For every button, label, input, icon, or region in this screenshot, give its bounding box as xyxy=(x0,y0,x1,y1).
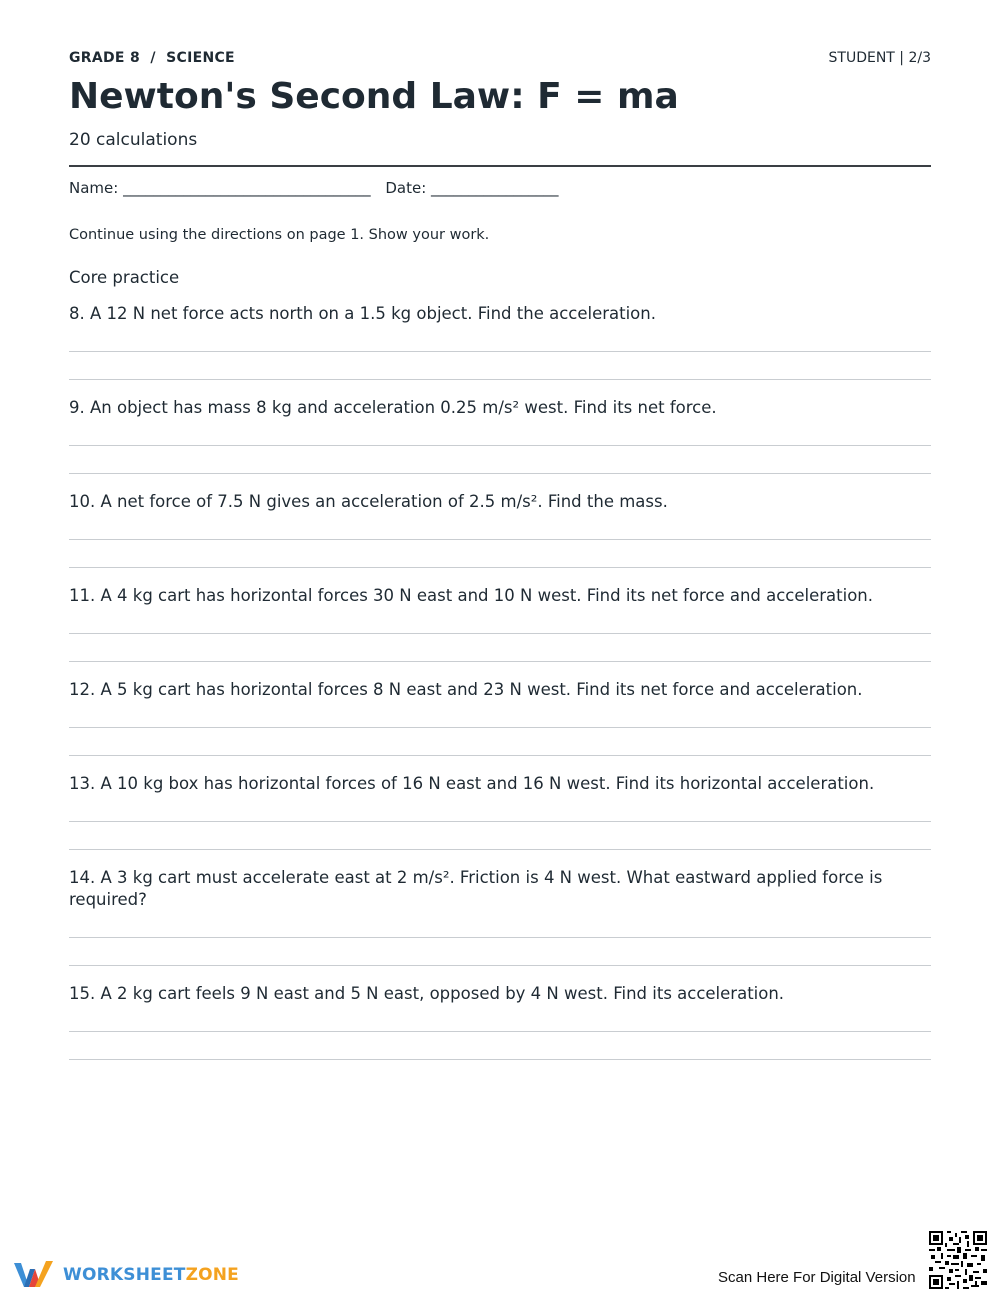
question-8 xyxy=(69,303,931,325)
answer-line[interactable] xyxy=(69,661,931,662)
question-12 xyxy=(69,679,931,701)
question-text: 13. A 10 kg box has horizontal forces of 16 N east and 16 N west. Find its horizontal acceleration. xyxy=(69,774,875,793)
logo-text-part1: WORKSHEET xyxy=(63,1265,186,1285)
answer-line[interactable] xyxy=(69,539,931,540)
page-subtitle: 20 calculations xyxy=(69,130,198,150)
name-date-row xyxy=(69,179,569,197)
answer-line[interactable] xyxy=(69,473,931,474)
answer-line[interactable] xyxy=(69,567,931,568)
answer-line[interactable] xyxy=(69,633,931,634)
answer-line[interactable] xyxy=(69,821,931,822)
page-title: Newton's Second Law: F = ma xyxy=(69,76,679,117)
answer-line[interactable] xyxy=(69,379,931,380)
answer-line[interactable] xyxy=(69,937,931,938)
question-9 xyxy=(69,397,931,419)
answer-line[interactable] xyxy=(69,1031,931,1032)
answer-line[interactable] xyxy=(69,445,931,446)
grade-subject: GRADE 8 / SCIENCE xyxy=(69,50,235,66)
question-text: 15. A 2 kg cart feels 9 N east and 5 N east, opposed by 4 N west. Find its acceleration. xyxy=(69,984,785,1003)
question-text: 11. A 4 kg cart has horizontal forces 30 N east and 10 N west. Find its net force and acceleration. xyxy=(69,586,874,605)
header-divider xyxy=(69,165,931,167)
date-field[interactable]: Date: _________________ xyxy=(385,179,559,197)
question-text: 9. An object has mass 8 kg and acceleration 0.25 m/s² west. Find its net force. xyxy=(69,398,717,417)
answer-line[interactable] xyxy=(69,1059,931,1060)
scan-text: Scan Here For Digital Version xyxy=(718,1269,916,1286)
answer-line[interactable] xyxy=(69,755,931,756)
question-text: 8. A 12 N net force acts north on a 1.5 kg object. Find the acceleration. xyxy=(69,304,656,323)
header-topline xyxy=(69,50,931,70)
question-15 xyxy=(69,983,931,1005)
question-11 xyxy=(69,585,931,607)
question-10 xyxy=(69,491,931,513)
question-13 xyxy=(69,773,931,795)
logo-text xyxy=(63,1265,239,1285)
answer-line[interactable] xyxy=(69,727,931,728)
qr-code-icon[interactable] xyxy=(929,1231,987,1289)
answer-line[interactable] xyxy=(69,849,931,850)
question-text: 14. A 3 kg cart must accelerate east at 2 m/s². Friction is 4 N west. What eastward applied force is required? xyxy=(69,868,883,909)
answer-line[interactable] xyxy=(69,965,931,966)
worksheet-page xyxy=(69,0,931,1295)
page-info: STUDENT | 2/3 xyxy=(828,50,931,66)
question-text: 10. A net force of 7.5 N gives an acceleration of 2.5 m/s². Find the mass. xyxy=(69,492,668,511)
directions: Continue using the directions on page 1. Show your work. xyxy=(69,227,490,243)
question-14 xyxy=(69,867,931,911)
answer-line[interactable] xyxy=(69,351,931,352)
name-field[interactable]: Name: _________________________________ xyxy=(69,179,371,197)
section-title: Core practice xyxy=(69,268,180,287)
logo-w-icon xyxy=(13,1259,55,1289)
question-text: 12. A 5 kg cart has horizontal forces 8 N east and 23 N west. Find its net force and acceleration. xyxy=(69,680,863,699)
logo-text-part2: ZONE xyxy=(185,1265,239,1285)
